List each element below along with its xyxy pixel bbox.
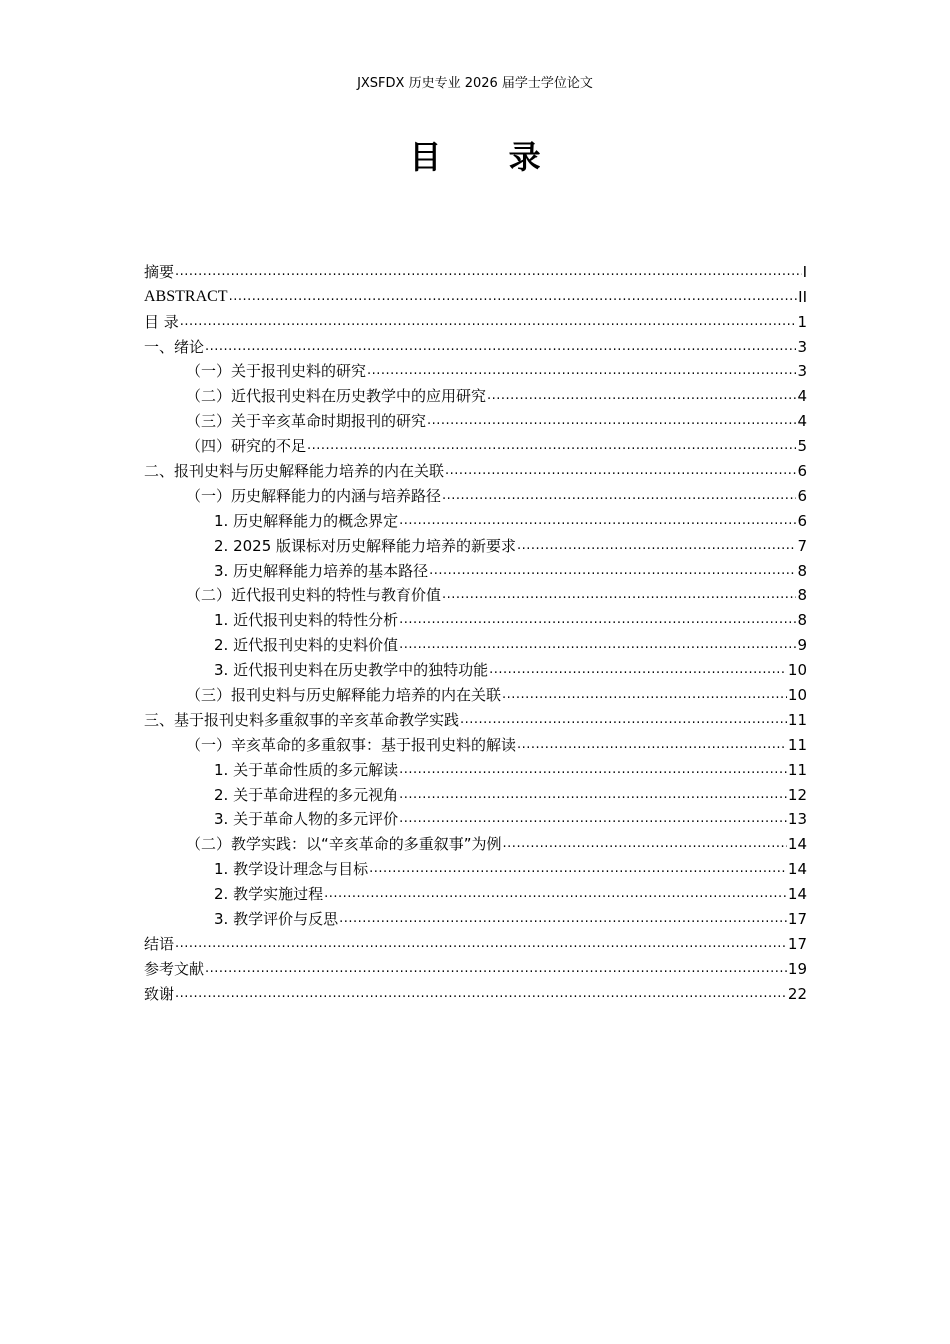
toc-entry-title: 3. 教学评价与反思 bbox=[214, 910, 339, 929]
toc-entry-title: 结语 bbox=[144, 934, 175, 953]
toc-entry-title: （四）研究的不足 bbox=[186, 437, 307, 456]
toc-entry-page-number: 4 bbox=[797, 412, 807, 431]
toc-leader-dots bbox=[442, 586, 796, 604]
toc-leader-dots bbox=[175, 935, 787, 953]
toc-entry-title: 1. 历史解释能力的概念界定 bbox=[214, 511, 399, 530]
toc-leader-dots bbox=[399, 810, 787, 828]
toc-entry[interactable] bbox=[144, 480, 807, 505]
toc-entry-page-number: 11 bbox=[787, 710, 807, 729]
toc-entry-page-number: 1 bbox=[797, 312, 807, 331]
toc-entry[interactable] bbox=[144, 729, 807, 754]
toc-entry-page-number: 8 bbox=[797, 586, 807, 605]
toc-entry-page-number: 10 bbox=[787, 686, 807, 705]
toc-leader-dots bbox=[460, 711, 787, 729]
toc-entry-title: （一）辛亥革命的多重叙事：基于报刊史料的解读 bbox=[186, 735, 517, 754]
toc-entry-title: 2. 近代报刊史料的史料价值 bbox=[214, 636, 399, 655]
toc-entry[interactable] bbox=[144, 430, 807, 455]
toc-entry-page-number: 17 bbox=[787, 910, 807, 929]
toc-entry-page-number: 8 bbox=[797, 561, 807, 580]
toc-entry-page-number: 4 bbox=[797, 387, 807, 406]
toc-entry-title: 1. 教学设计理念与目标 bbox=[214, 860, 369, 879]
toc-entry[interactable] bbox=[144, 978, 807, 1003]
toc-leader-dots bbox=[307, 437, 796, 455]
toc-leader-dots bbox=[429, 562, 796, 580]
toc-leader-dots bbox=[503, 835, 787, 853]
toc-leader-dots bbox=[367, 362, 796, 380]
toc-entry-page-number: 6 bbox=[797, 462, 807, 481]
toc-entry[interactable] bbox=[144, 281, 807, 306]
toc-leader-dots bbox=[339, 910, 787, 928]
toc-leader-dots bbox=[517, 537, 796, 555]
toc-leader-dots bbox=[205, 960, 787, 978]
toc-entry-title: （二）近代报刊史料的特性与教育价值 bbox=[186, 586, 442, 605]
toc-entry[interactable] bbox=[144, 256, 807, 281]
toc-entry-title: 2. 教学实施过程 bbox=[214, 885, 324, 904]
toc-entry-title: 3. 近代报刊史料在历史教学中的独特功能 bbox=[214, 661, 489, 680]
toc-entry-title: 1. 关于革命性质的多元解读 bbox=[214, 760, 399, 779]
toc-leader-dots bbox=[229, 288, 798, 306]
toc-leader-dots bbox=[502, 686, 787, 704]
toc-entry-title: 参考文献 bbox=[144, 959, 205, 978]
toc-entry-title: 三、基于报刊史料多重叙事的辛亥革命教学实践 bbox=[144, 710, 460, 729]
toc-leader-dots bbox=[369, 860, 787, 878]
toc-entry-title: 2. 2025 版课标对历史解释能力培养的新要求 bbox=[214, 536, 517, 555]
toc-entry-page-number: 7 bbox=[797, 536, 807, 555]
table-of-contents bbox=[144, 256, 807, 1003]
toc-entry[interactable] bbox=[144, 953, 807, 978]
toc-entry-title: 2. 关于革命进程的多元视角 bbox=[214, 785, 399, 804]
toc-leader-dots bbox=[489, 661, 787, 679]
toc-entry-page-number: 14 bbox=[787, 835, 807, 854]
toc-leader-dots bbox=[399, 636, 796, 654]
toc-entry-title: （二）近代报刊史料在历史教学中的应用研究 bbox=[186, 387, 487, 406]
toc-entry[interactable] bbox=[144, 928, 807, 953]
toc-entry[interactable] bbox=[144, 654, 807, 679]
toc-entry-title: （二）教学实践：以“辛亥革命的多重叙事”为例 bbox=[186, 835, 502, 854]
toc-entry-title: 二、报刊史料与历史解释能力培养的内在关联 bbox=[144, 462, 445, 481]
page-title: 目 录 bbox=[409, 138, 569, 176]
toc-entry-title: 致谢 bbox=[144, 984, 175, 1003]
toc-entry[interactable] bbox=[144, 754, 807, 779]
toc-entry-page-number: 3 bbox=[797, 362, 807, 381]
toc-entry-title: ABSTRACT bbox=[144, 287, 228, 305]
toc-leader-dots bbox=[399, 512, 796, 530]
toc-entry[interactable] bbox=[144, 356, 807, 381]
toc-entry-page-number: 17 bbox=[787, 934, 807, 953]
toc-entry[interactable] bbox=[144, 505, 807, 530]
toc-entry-title: 3. 历史解释能力培养的基本路径 bbox=[214, 561, 429, 580]
toc-entry[interactable] bbox=[144, 306, 807, 331]
toc-entry-title: 1. 近代报刊史料的特性分析 bbox=[214, 611, 399, 630]
toc-entry-page-number: 6 bbox=[797, 486, 807, 505]
toc-leader-dots bbox=[205, 338, 796, 356]
toc-entry-page-number: 6 bbox=[797, 511, 807, 530]
toc-entry[interactable] bbox=[144, 903, 807, 928]
toc-entry[interactable] bbox=[144, 828, 807, 853]
toc-entry-page-number: 5 bbox=[797, 437, 807, 456]
toc-entry[interactable] bbox=[144, 779, 807, 804]
toc-entry-page-number: 8 bbox=[797, 611, 807, 630]
toc-entry-title: 目 录 bbox=[144, 312, 179, 331]
toc-entry-title: 3. 关于革命人物的多元评价 bbox=[214, 810, 399, 829]
toc-entry[interactable] bbox=[144, 804, 807, 829]
page-header: JXSFDX 历史专业 2026 届学士学位论文 bbox=[357, 76, 593, 91]
toc-entry-page-number: 22 bbox=[787, 984, 807, 1003]
toc-entry[interactable] bbox=[144, 331, 807, 356]
toc-leader-dots bbox=[180, 313, 797, 331]
toc-entry-title: （三）关于辛亥革命时期报刊的研究 bbox=[186, 412, 427, 431]
toc-leader-dots bbox=[399, 786, 787, 804]
toc-entry-page-number: 3 bbox=[797, 337, 807, 356]
toc-entry[interactable] bbox=[144, 878, 807, 903]
toc-entry-page-number: 10 bbox=[787, 661, 807, 680]
toc-entry-page-number: 14 bbox=[787, 860, 807, 879]
toc-entry[interactable] bbox=[144, 679, 807, 704]
toc-entry[interactable] bbox=[144, 455, 807, 480]
toc-entry[interactable] bbox=[144, 629, 807, 654]
toc-leader-dots bbox=[399, 611, 796, 629]
toc-leader-dots bbox=[427, 412, 796, 430]
toc-entry[interactable] bbox=[144, 380, 807, 405]
toc-leader-dots bbox=[442, 487, 796, 505]
toc-entry-title: （三）报刊史料与历史解释能力培养的内在关联 bbox=[186, 686, 502, 705]
toc-leader-dots bbox=[487, 387, 796, 405]
toc-leader-dots bbox=[517, 736, 787, 754]
toc-entry-title: （一）关于报刊史料的研究 bbox=[186, 362, 367, 381]
toc-entry-page-number: 11 bbox=[787, 735, 807, 754]
toc-entry[interactable] bbox=[144, 580, 807, 605]
toc-entry[interactable] bbox=[144, 530, 807, 555]
toc-leader-dots bbox=[324, 885, 787, 903]
toc-leader-dots bbox=[445, 462, 796, 480]
toc-entry-page-number: 14 bbox=[787, 885, 807, 904]
toc-entry-page-number: II bbox=[798, 287, 807, 306]
toc-entry-page-number: 12 bbox=[787, 785, 807, 804]
toc-entry-page-number: 13 bbox=[787, 810, 807, 829]
toc-entry-page-number: 19 bbox=[787, 959, 807, 978]
toc-entry-page-number: 9 bbox=[797, 636, 807, 655]
toc-entry[interactable] bbox=[144, 853, 807, 878]
toc-leader-dots bbox=[399, 761, 787, 779]
toc-entry-page-number: I bbox=[802, 262, 807, 281]
toc-entry-page-number: 11 bbox=[787, 760, 807, 779]
toc-entry[interactable] bbox=[144, 604, 807, 629]
toc-entry-title: 一、绪论 bbox=[144, 337, 205, 356]
toc-entry[interactable] bbox=[144, 704, 807, 729]
toc-entry-title: 摘要 bbox=[144, 262, 175, 281]
toc-entry[interactable] bbox=[144, 555, 807, 580]
toc-entry-title: （一）历史解释能力的内涵与培养路径 bbox=[186, 486, 442, 505]
toc-leader-dots bbox=[175, 985, 787, 1003]
toc-leader-dots bbox=[175, 263, 802, 281]
toc-entry[interactable] bbox=[144, 405, 807, 430]
